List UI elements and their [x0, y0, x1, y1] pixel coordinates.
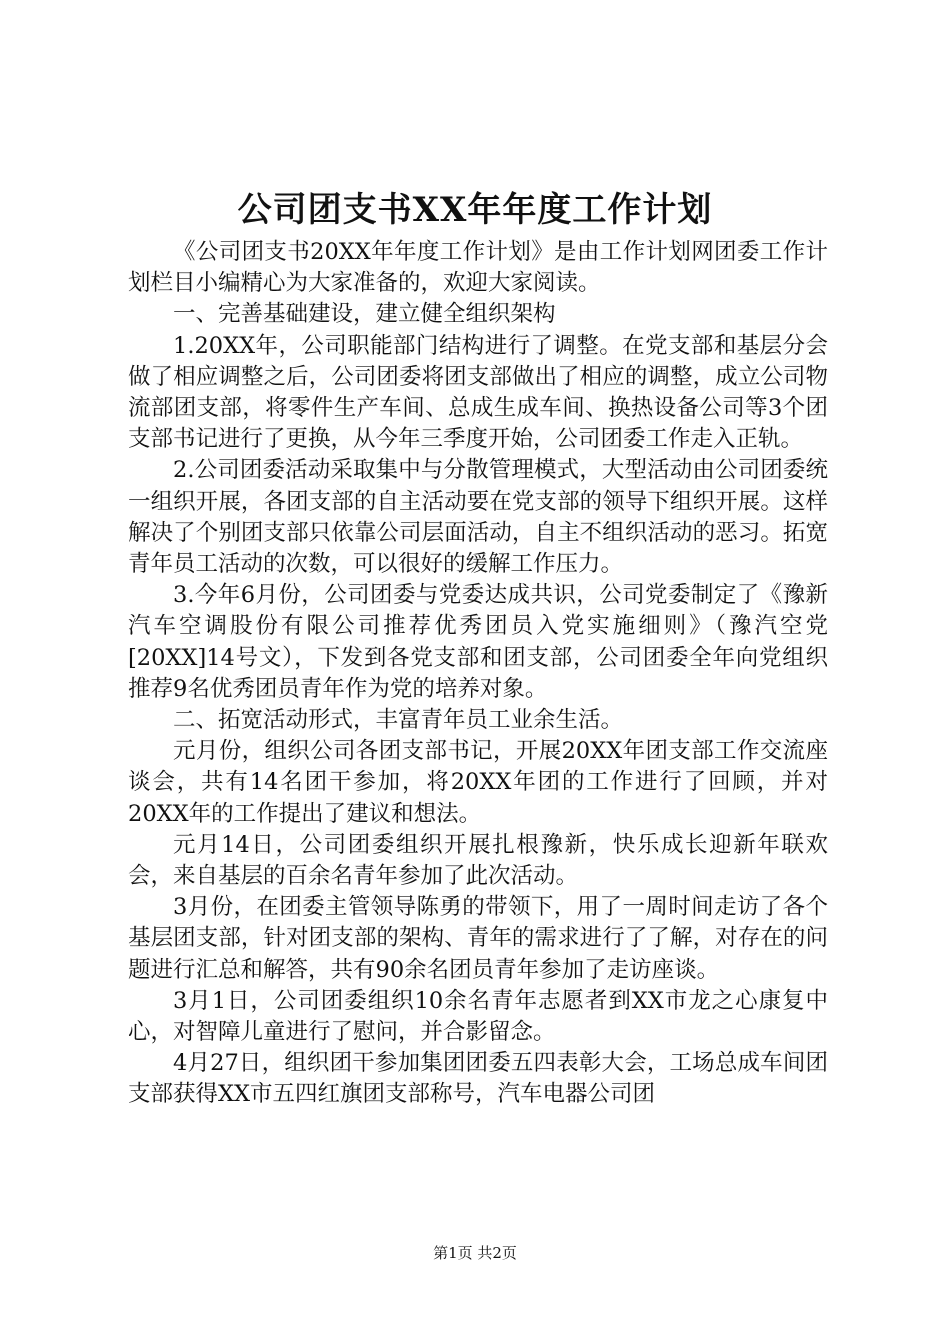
document-body: [128, 237, 828, 1111]
paragraph-item-3: 3.今年6月份，公司团委与党委达成共识，公司党委制定了《豫新汽车空调股份有限公司推荐优秀团员入党实施细则》（豫汽空党[20XX]14号文），下发到各党支部和团支部，公司团委全年向党组织推荐9名优秀团员青年作为党的培养对象。: [128, 582, 828, 702]
paragraph-april-27: 4月27日，组织团干参加集团团委五四表彰大会，工场总成车间团支部获得XX市五四红旗团支部称号，汽车电器公司团: [128, 1050, 828, 1108]
paragraph-january: 元月份，组织公司各团支部书记，开展20XX年团支部工作交流座谈会，共有14名团干参加，将20XX年团的工作进行了回顾，并对20XX年的工作提出了建议和想法。: [128, 738, 828, 827]
paragraph-march-1: 3月1日，公司团委组织10余名青年志愿者到XX市龙之心康复中心，对智障儿童进行了慰问，并合影留念。: [128, 987, 828, 1046]
paragraph-march: 3月份，在团委主管领导陈勇的带领下，用了一周时间走访了各个基层团支部，针对团支部的架构、青年的需求进行了了解，对存在的问题进行汇总和解答，共有90余名团员青年参加了走访座谈。: [128, 894, 828, 983]
intro-paragraph: 《公司团支书20XX年年度工作计划》是由工作计划网团委工作计划栏目小编精心为大家准备的，欢迎大家阅读。: [128, 239, 828, 297]
paragraph-item-2: 2.公司团委活动采取集中与分散管理模式，大型活动由公司团委统一组织开展，各团支部的自主活动要在党支部的领导下组织开展。这样解决了个别团支部只依靠公司层面活动，自主不组织活动的恶习。拓宽青年员工活动的次数，可以很好的缓解工作压力。: [128, 457, 828, 578]
document-title: 公司团支书XX年年度工作计划: [237, 190, 713, 230]
section-heading-1: 一、完善基础建设，建立健全组织架构: [173, 301, 556, 328]
paragraph-item-1: 1.20XX年，公司职能部门结构进行了调整。在党支部和基层分会做了相应调整之后，公司团委将团支部做出了相应的调整，成立公司物流部团支部，将零件生产车间、总成生成车间、换热设备公司等3个团支部书记进行了更换，从今年三季度开始，公司团委工作走入正轨。: [128, 332, 828, 453]
paragraph-january-14: 元月14日，公司团委组织开展扎根豫新，快乐成长迎新年联欢会，来自基层的百余名青年参加了此次活动。: [128, 831, 828, 890]
page-number-footer: 第1页 共2页: [433, 1244, 517, 1262]
section-heading-2: 二、拓宽活动形式，丰富青年员工业余生活。: [173, 707, 624, 734]
